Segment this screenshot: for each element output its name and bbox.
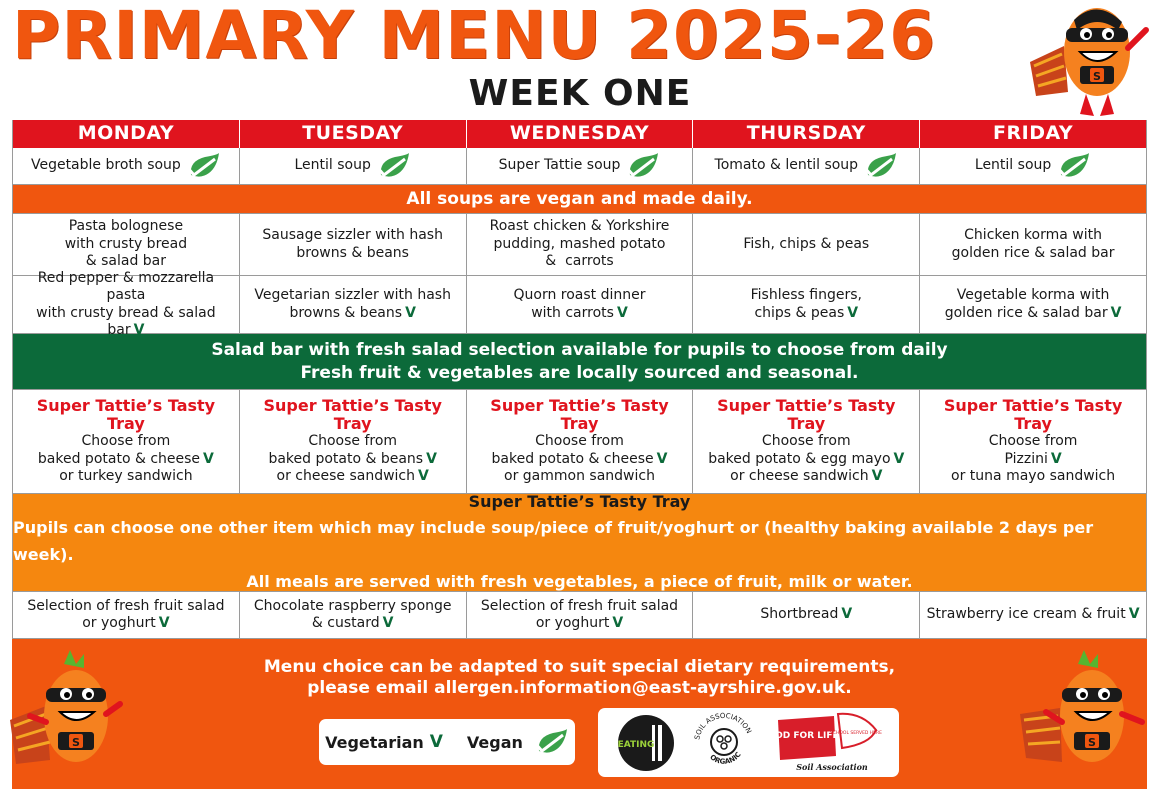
dish-line: Vegetarian sizzler with hash bbox=[254, 287, 451, 303]
vegetarian-mark: V bbox=[893, 450, 905, 467]
vegetarian-mark: V bbox=[426, 450, 437, 467]
tray-option: baked potato & beans bbox=[268, 450, 424, 467]
soil-association-text: SOIL ASSOCIATION bbox=[692, 711, 753, 740]
tasty-tray-info-band bbox=[13, 494, 1146, 592]
main-2-wednesday bbox=[467, 276, 694, 334]
dessert-row bbox=[13, 592, 1146, 639]
main-1-friday bbox=[920, 214, 1146, 276]
vegetarian-mark: V bbox=[429, 732, 443, 752]
legend-vegan-label: Vegan bbox=[466, 732, 523, 752]
super-tattie-mascot-left bbox=[6, 650, 126, 792]
tray-monday bbox=[13, 390, 240, 494]
menu-grid bbox=[12, 120, 1147, 639]
day-friday: FRIDAY bbox=[993, 122, 1074, 145]
dish-line: Quorn roast dinner bbox=[513, 287, 646, 303]
tray-option: Pizzini bbox=[1004, 450, 1048, 467]
dish-line: Selection of fresh fruit salad bbox=[480, 597, 679, 614]
dish-line: golden rice & salad bar bbox=[944, 304, 1108, 321]
tasty-tray-row bbox=[13, 390, 1146, 494]
vegetarian-mark: V bbox=[871, 468, 883, 485]
vegan-leaf-icon bbox=[533, 729, 569, 755]
dish-line: Sausage sizzler with hash bbox=[262, 227, 443, 243]
soup-monday bbox=[13, 148, 240, 185]
main-1-tuesday bbox=[240, 214, 467, 276]
dish-line: Selection of fresh fruit salad bbox=[27, 597, 225, 614]
vegetarian-mark: V bbox=[847, 304, 859, 321]
soup-thursday bbox=[693, 148, 920, 185]
vegetarian-mark: V bbox=[418, 468, 429, 485]
tray-heading: Super Tattie’s Tasty Tray bbox=[717, 396, 896, 434]
dish-line: browns & beans bbox=[296, 244, 409, 261]
organic-text: ORGANIC bbox=[707, 750, 743, 766]
dish-line: golden rice & salad bar bbox=[951, 244, 1115, 261]
tray-heading: Super Tattie’s Tasty Tray bbox=[943, 396, 1123, 434]
tray-heading: Super Tattie’s Tasty Tray bbox=[490, 396, 669, 434]
tray-option: or turkey sandwich bbox=[59, 468, 193, 485]
tray-band-line: Pupils can choose one other item which may include soup/piece of fruit/yoghurt or (healthy baking available 2 days per week). bbox=[13, 518, 1094, 564]
dish-line: with crusty bread & salad bar bbox=[36, 304, 216, 338]
tray-intro: Choose from bbox=[988, 433, 1078, 450]
main-1-thursday bbox=[693, 214, 920, 276]
vegetarian-mark: V bbox=[841, 606, 853, 623]
vegetarian-mark: V bbox=[405, 304, 416, 321]
dish-line: & carrots bbox=[545, 253, 614, 270]
tray-thursday bbox=[693, 390, 920, 494]
tray-option: baked potato & egg mayo bbox=[708, 450, 891, 467]
school-served-text: SCHOOL SERVED HERE bbox=[829, 730, 882, 736]
dish-line: Pasta bolognese bbox=[68, 218, 184, 235]
svg-text:SOIL ASSOCIATION bbox=[693, 711, 753, 740]
svg-text:S: S bbox=[72, 736, 80, 749]
main-course-row-2 bbox=[13, 269, 1146, 338]
dish-line: browns & beans bbox=[289, 304, 403, 321]
dish-line: pudding, mashed potato bbox=[493, 235, 666, 252]
dish-line: with carrots bbox=[531, 304, 614, 321]
dish-line: Strawberry ice cream & fruit bbox=[926, 606, 1126, 623]
main-1-wednesday bbox=[467, 214, 694, 276]
tray-band-heading: Super Tattie’s Tasty Tray bbox=[468, 492, 691, 511]
tray-intro: Choose from bbox=[535, 433, 624, 450]
legend-vegetarian-label: Vegetarian bbox=[325, 732, 424, 752]
day-monday: MONDAY bbox=[13, 120, 240, 148]
tray-option: or tuna mayo sandwich bbox=[951, 468, 1116, 485]
tray-option: or cheese sandwich bbox=[276, 468, 415, 485]
tray-option: baked potato & cheese bbox=[37, 450, 201, 467]
soup-label: Lentil soup bbox=[974, 157, 1052, 174]
vegan-leaf-icon bbox=[185, 153, 221, 179]
vegetarian-mark: V bbox=[616, 304, 628, 321]
super-tattie-mascot-top bbox=[1022, 0, 1152, 122]
dish-line: Roast chicken & Yorkshire bbox=[489, 218, 670, 235]
soup-label: Lentil soup bbox=[294, 157, 371, 174]
tray-friday bbox=[920, 390, 1146, 494]
page-title: PRIMARY MENU 2025-26 bbox=[12, 0, 936, 74]
dish-line: chips & peas bbox=[754, 304, 845, 321]
dish-line: Chocolate raspberry sponge bbox=[253, 597, 452, 614]
dish-line: & salad bar bbox=[85, 253, 167, 270]
vegetarian-mark: V bbox=[656, 450, 668, 467]
food-for-life-text: FOOD FOR LIFE bbox=[760, 730, 839, 741]
main-2-monday bbox=[13, 269, 240, 338]
eating-better-text: EATING bbox=[617, 739, 654, 750]
soil-association-organic-logo bbox=[691, 710, 757, 776]
eating-better-logo bbox=[616, 713, 676, 773]
dish-line: Fish, chips & peas bbox=[743, 235, 870, 252]
tray-option: baked potato & cheese bbox=[491, 450, 654, 467]
dish-line: Shortbread bbox=[760, 606, 839, 623]
dessert-wednesday bbox=[467, 592, 694, 639]
vegetarian-mark: V bbox=[1050, 450, 1062, 467]
day-header-row bbox=[13, 120, 1146, 148]
soil-association-script: Soil Association bbox=[795, 761, 868, 772]
page-subtitle: WEEK ONE bbox=[468, 73, 692, 114]
dietary-legend bbox=[319, 719, 575, 765]
dessert-thursday bbox=[693, 592, 920, 639]
dessert-monday bbox=[13, 592, 240, 639]
soup-tuesday bbox=[240, 148, 467, 185]
soup-row bbox=[13, 148, 1146, 185]
svg-text:ORGANIC bbox=[708, 750, 742, 765]
vegetarian-mark: V bbox=[133, 322, 145, 338]
main-1-monday bbox=[13, 214, 240, 276]
soup-label: Vegetable broth soup bbox=[30, 157, 181, 174]
dish-line: Red pepper & mozzarella pasta bbox=[37, 269, 215, 303]
vegetarian-mark: V bbox=[612, 615, 624, 631]
dish-line: & custard bbox=[311, 615, 380, 631]
dietary-note bbox=[12, 657, 1147, 699]
soup-friday bbox=[920, 148, 1146, 185]
dish-line: with crusty bread bbox=[64, 235, 188, 252]
soup-label: Super Tattie soup bbox=[498, 157, 621, 174]
dietary-note-line: Menu choice can be adapted to suit special dietary requirements, bbox=[263, 657, 896, 677]
day-thursday: THURSDAY bbox=[693, 120, 920, 148]
dish-line: Fishless fingers, bbox=[750, 287, 862, 303]
vegan-leaf-icon bbox=[624, 153, 660, 179]
tray-option: or cheese sandwich bbox=[730, 468, 869, 485]
tray-heading: Super Tattie’s Tasty Tray bbox=[263, 396, 442, 434]
tray-heading: Super Tattie’s Tasty Tray bbox=[36, 396, 216, 434]
salad-bar-band bbox=[13, 334, 1146, 390]
tray-intro: Choose from bbox=[761, 433, 851, 450]
soup-note-band: All soups are vegan and made daily. bbox=[13, 185, 1146, 214]
tray-intro: Choose from bbox=[81, 433, 171, 450]
tray-option: or gammon sandwich bbox=[504, 468, 655, 485]
vegetarian-mark: V bbox=[203, 450, 214, 467]
dietary-note-line: please email allergen.information@east-ayrshire.gov.uk. bbox=[307, 678, 852, 698]
day-tuesday: TUESDAY bbox=[240, 120, 467, 148]
dish-line: or yoghurt bbox=[535, 615, 610, 631]
soup-wednesday bbox=[467, 148, 694, 185]
accreditation-logos bbox=[598, 708, 899, 777]
vegan-leaf-icon bbox=[1055, 153, 1091, 179]
svg-text:S: S bbox=[1093, 70, 1101, 83]
salad-band-line: Fresh fruit & vegetables are locally sourced and seasonal. bbox=[300, 362, 859, 383]
dish-line: Chicken korma with bbox=[964, 227, 1102, 243]
tray-band-line: All meals are served with fresh vegetables, a piece of fruit, milk or water. bbox=[246, 572, 913, 591]
day-wednesday: WEDNESDAY bbox=[467, 120, 694, 148]
tray-tuesday bbox=[240, 390, 467, 494]
vegetarian-mark: V bbox=[382, 615, 394, 631]
tray-intro: Choose from bbox=[308, 433, 398, 450]
dessert-tuesday bbox=[240, 592, 467, 639]
main-course-row-1 bbox=[13, 214, 1146, 276]
food-for-life-logo bbox=[760, 712, 882, 774]
footer-panel bbox=[12, 639, 1147, 789]
super-tattie-mascot-right bbox=[1020, 650, 1155, 792]
dessert-friday bbox=[920, 592, 1146, 639]
dish-line: Vegetable korma with bbox=[956, 287, 1110, 303]
soup-label: Tomato & lentil soup bbox=[714, 157, 859, 174]
dish-line: or yoghurt bbox=[82, 615, 156, 631]
vegan-leaf-icon bbox=[375, 153, 411, 179]
svg-text:S: S bbox=[1088, 736, 1096, 749]
vegan-leaf-icon bbox=[862, 153, 898, 179]
vegetarian-mark: V bbox=[1128, 606, 1140, 623]
salad-band-line: Salad bar with fresh salad selection available for pupils to choose from daily bbox=[211, 339, 948, 360]
main-2-thursday bbox=[693, 276, 920, 334]
main-2-tuesday bbox=[240, 276, 467, 334]
tray-wednesday bbox=[467, 390, 694, 494]
vegetarian-mark: V bbox=[1110, 304, 1122, 321]
vegetarian-mark: V bbox=[158, 615, 170, 631]
main-2-friday bbox=[920, 276, 1146, 334]
